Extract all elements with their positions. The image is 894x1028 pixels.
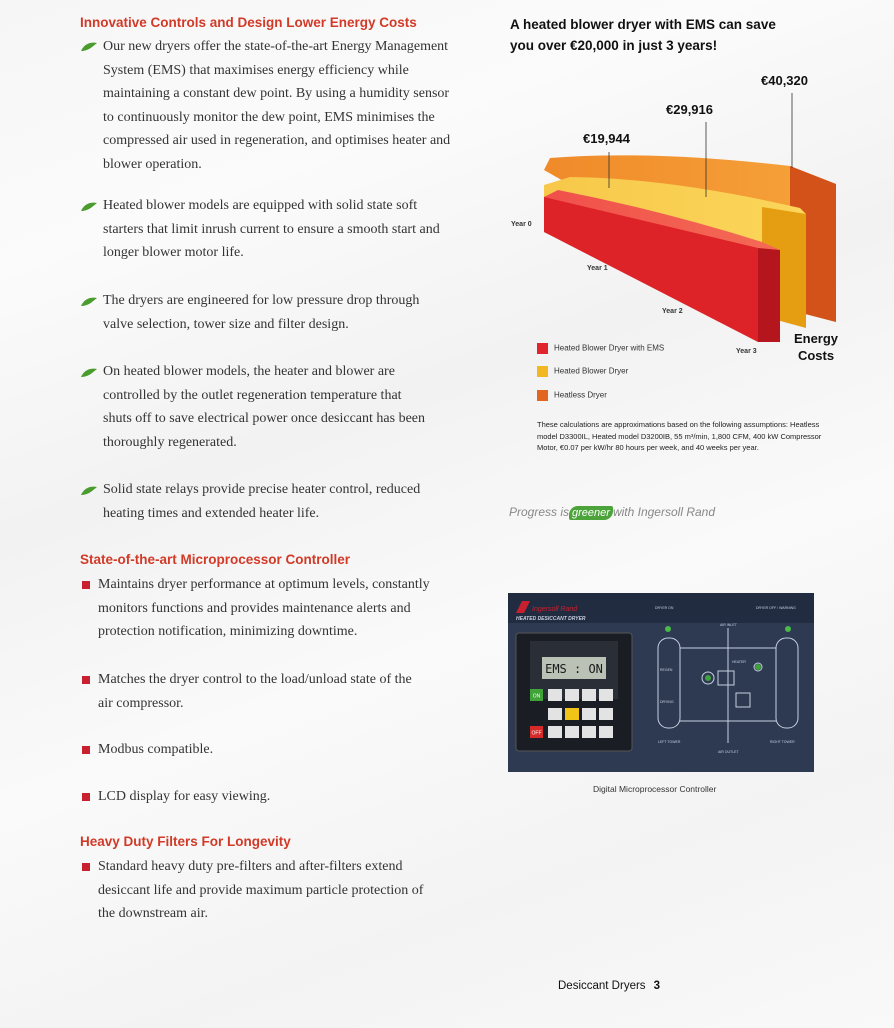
bullet-item: On heated blower models, the heater and blower are controlled by the outlet regeneration temperature that shuts off to save electrical power once desiccant has been thoroughly regenerated.: [103, 364, 425, 450]
dryer-on-led: [665, 626, 671, 632]
square-bullet-icon: [82, 746, 90, 754]
leaf-bullet-icon: [81, 42, 97, 51]
annotation-year1: €19,944: [583, 131, 630, 146]
legend-swatch: [537, 343, 548, 354]
label-heater: HEATER: [732, 660, 746, 664]
bullet-item: The dryers are engineered for low pressure drop through valve selection, tower size and filter design.: [103, 293, 420, 332]
panel-caption: Digital Microprocessor Controller: [593, 784, 717, 794]
label-drying: DRYING: [660, 700, 674, 704]
leaf-bullet-icon: [81, 202, 97, 211]
bullet-item: Maintains dryer performance at optimum levels, constantly monitors functions and provides maintenance alerts and protection notification, minimizing downtime.: [98, 577, 430, 639]
brand-label: Ingersoll Rand: [532, 606, 578, 613]
leaf-bullet-icon: [81, 297, 97, 306]
label-dryer-on: DRYER ON: [655, 606, 674, 610]
square-bullet-icon: [82, 863, 90, 871]
on-key-label: ON: [532, 693, 541, 700]
label-air-inlet: AIR INLET: [720, 623, 737, 627]
annotation-year3: €40,320: [761, 73, 808, 88]
chart-title: A heated blower dryer with EMS can save you over €20,000 in just 3 years!: [510, 17, 776, 53]
label-right-tower: RIGHT TOWER: [770, 740, 795, 744]
lcd-display: EMS : ON: [545, 662, 603, 676]
model-label: HEATED DESICCANT DRYER: [516, 616, 586, 622]
legend-swatch: [537, 390, 548, 401]
label-left-tower: LEFT TOWER: [658, 740, 681, 744]
section-heading-controls: Innovative Controls and Design Lower Energy Costs: [80, 15, 417, 30]
section-heading-microprocessor: State-of-the-art Microprocessor Controller: [80, 552, 351, 567]
annotation-year2: €29,916: [666, 102, 713, 117]
bullet-item: Heated blower models are equipped with solid state soft starters that limit inrush current to ensure a smooth start and longer blower motor life.: [103, 198, 440, 260]
x-tick-year2: Year 2: [662, 308, 683, 315]
square-bullet-icon: [82, 581, 90, 589]
bullet-item: Our new dryers offer the state-of-the-art Energy Management System (EMS) that maximises energy efficiency while maintaining a constant dew point. By using a humidity sensor to continuously monitor the dew point, EMS minimises the compressed air used in regeneration, and optimises heater and blower operation.: [103, 39, 451, 172]
square-bullet-icon: [82, 676, 90, 684]
bullet-item: Modbus compatible.: [98, 742, 214, 757]
legend-item: Heated Blower Dryer with EMS: [537, 343, 664, 354]
legend-item: Heatless Dryer: [537, 390, 607, 401]
assumptions-note: These calculations are approximations based on the following assumptions: Heatless model D3300IL, Heated model D3200IB, 55 m³/min, 1,800 CFM, 400 kW Compressor Motor, €0.07 per kW/hr 80 hours per week, and 40 weeks per year.: [537, 420, 822, 452]
label-dryer-off: DRYER OFF / WARNING: [756, 606, 796, 610]
square-bullet-icon: [82, 793, 90, 801]
section-heading-filters: Heavy Duty Filters For Longevity: [80, 834, 291, 849]
greener-leaf-badge: greener: [569, 506, 613, 520]
footer-title: Desiccant Dryers: [558, 980, 646, 992]
x-tick-year3: Year 3: [736, 348, 757, 355]
label-regen: REGEN: [660, 668, 673, 672]
leaf-bullet-icon: [81, 486, 97, 495]
off-key-label: OFF: [531, 730, 542, 737]
progress-tagline: Progress is greener with Ingersoll Rand: [509, 505, 716, 519]
warning-led: [785, 626, 791, 632]
bullet-item: LCD display for easy viewing.: [98, 789, 271, 804]
bullet-item: Solid state relays provide precise heater control, reduced heating times and extended heater life.: [103, 482, 421, 521]
x-tick-year1: Year 1: [587, 265, 608, 272]
label-air-outlet: AIR OUTLET: [718, 750, 739, 754]
bullet-item: Standard heavy duty pre-filters and after-filters extend desiccant life and provide maximum particle protection of the downstream air.: [98, 859, 424, 921]
legend-item: Heated Blower Dryer: [537, 366, 628, 377]
page-footer: [558, 980, 660, 992]
bullet-item: Matches the dryer control to the load/unload state of the air compressor.: [98, 672, 412, 711]
x-tick-year0: Year 0: [511, 221, 532, 228]
controller-panel-image: [508, 593, 814, 772]
leaf-bullet-icon: [81, 368, 97, 377]
legend-swatch: [537, 366, 548, 377]
axis-label-energy-costs: Energy Costs: [793, 331, 839, 363]
page-number: 3: [653, 980, 660, 992]
